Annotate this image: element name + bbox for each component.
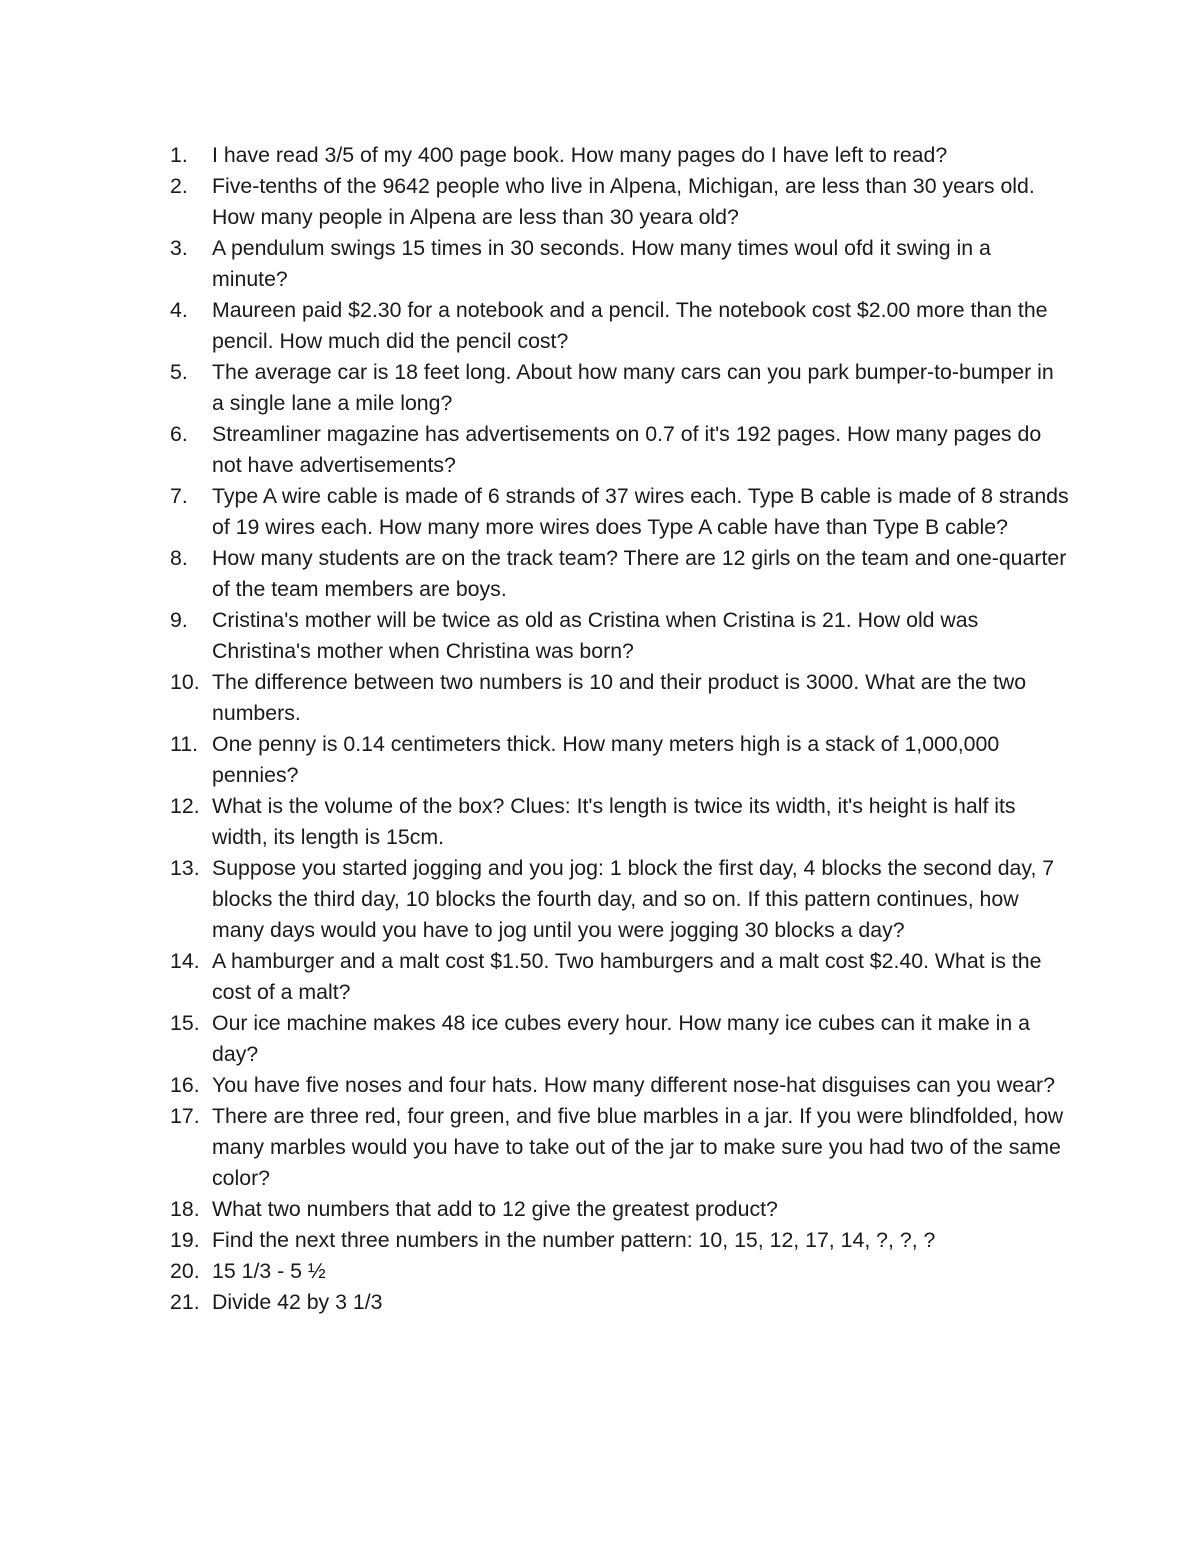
problem-number: 10. [170,670,200,694]
problem-text: Our ice machine makes 48 ice cubes every hour. How many ice cubes can it make in a day? [212,1011,1030,1066]
problem-text: You have five noses and four hats. How many different nose-hat disguises can you wear? [212,1073,1055,1097]
problem-number: 3. [170,236,188,260]
problem-number: 15. [170,1011,200,1035]
problem-8 [170,543,1070,605]
problem-11 [170,729,1070,791]
problem-21 [170,1287,1070,1318]
problem-text: A hamburger and a malt cost $1.50. Two hamburgers and a malt cost $2.40. What is the cost of a malt? [212,949,1042,1004]
problem-1 [170,140,1070,171]
problem-2 [170,171,1070,233]
problem-number: 5. [170,360,188,384]
problem-number: 9. [170,608,188,632]
problem-7 [170,481,1070,543]
problem-text: Divide 42 by 3 1/3 [212,1290,383,1314]
problem-number: 19. [170,1228,200,1252]
problem-5 [170,357,1070,419]
problem-text: There are three red, four green, and five blue marbles in a jar. If you were blindfolded, how many marbles would you have to take out of the jar to make sure you had two of the same color? [212,1104,1064,1190]
problem-18 [170,1194,1070,1225]
problem-text: How many students are on the track team? There are 12 girls on the team and one-quarter of the team members are boys. [212,546,1067,601]
problem-text: A pendulum swings 15 times in 30 seconds. How many times woul ofd it swing in a minute? [212,236,991,291]
problem-text: Maureen paid $2.30 for a notebook and a pencil. The notebook cost $2.00 more than the pencil. How much did the pencil cost? [212,298,1048,353]
problem-number: 1. [170,143,188,167]
problem-12 [170,791,1070,853]
problem-number: 20. [170,1259,200,1283]
problem-9 [170,605,1070,667]
problem-list [170,140,1070,1318]
problem-number: 11. [170,732,199,756]
problem-number: 18. [170,1197,200,1221]
problem-text: One penny is 0.14 centimeters thick. How many meters high is a stack of 1,000,000 pennies? [212,732,1000,787]
problem-number: 16. [170,1073,200,1097]
problem-19 [170,1225,1070,1256]
problem-3 [170,233,1070,295]
problem-number: 2. [170,174,188,198]
problem-text: The average car is 18 feet long. About how many cars can you park bumper-to-bumper in a single lane a mile long? [212,360,1054,415]
problem-text: What two numbers that add to 12 give the greatest product? [212,1197,778,1221]
problem-number: 17. [170,1104,200,1128]
problem-text: Suppose you started jogging and you jog: 1 block the first day, 4 blocks the second day, 7 blocks the third day, 10 blocks the fourth day, and so on. If this pattern continues, how many days would you have to jog until you were jogging 30 blocks a day? [212,856,1055,942]
problem-number: 13. [170,856,200,880]
problem-6 [170,419,1070,481]
problem-number: 14. [170,949,200,973]
problem-number: 4. [170,298,188,322]
problem-number: 8. [170,546,188,570]
problem-15 [170,1008,1070,1070]
problem-text: What is the volume of the box? Clues: It's length is twice its width, it's height is half its width, its length is 15cm. [212,794,1016,849]
problem-17 [170,1101,1070,1194]
problem-13 [170,853,1070,946]
problem-text: 15 1/3 - 5 ½ [212,1259,326,1283]
problem-number: 6. [170,422,188,446]
problem-20 [170,1256,1070,1287]
problem-number: 21. [170,1290,200,1314]
problem-14 [170,946,1070,1008]
problem-text: The difference between two numbers is 10 and their product is 3000. What are the two numbers. [212,670,1027,725]
problem-text: Streamliner magazine has advertisements on 0.7 of it's 192 pages. How many pages do not have advertisements? [212,422,1042,477]
problem-number: 7. [170,484,188,508]
problem-text: Five-tenths of the 9642 people who live in Alpena, Michigan, are less than 30 years old. How many people in Alpena are less than 30 yeara old? [212,174,1035,229]
problem-text: I have read 3/5 of my 400 page book. How many pages do I have left to read? [212,143,948,167]
problem-text: Find the next three numbers in the number pattern: 10, 15, 12, 17, 14, ?, ?, ? [212,1228,936,1252]
problem-number: 12. [170,794,200,818]
problem-text: Cristina's mother will be twice as old as Cristina when Cristina is 21. How old was Christina's mother when Christina was born? [212,608,979,663]
problem-16 [170,1070,1070,1101]
problem-10 [170,667,1070,729]
problem-text: Type A wire cable is made of 6 strands of 37 wires each. Type B cable is made of 8 strands of 19 wires each. How many more wires does Type A cable have than Type B cable? [212,484,1069,539]
problem-4 [170,295,1070,357]
